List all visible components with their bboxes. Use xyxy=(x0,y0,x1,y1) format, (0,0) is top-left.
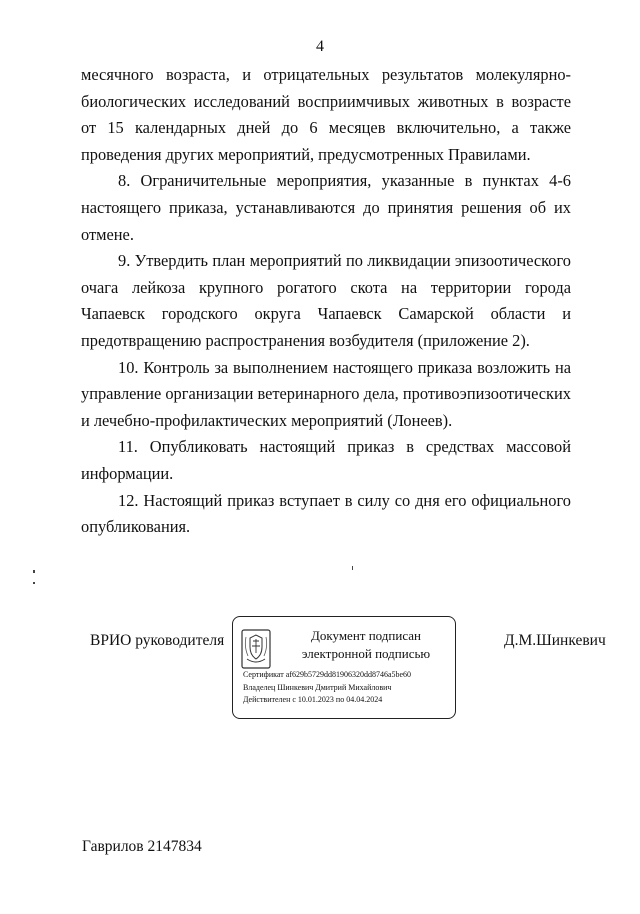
paragraph-item-11: 11. Опубликовать настоящий приказ в средствах массовой информации. xyxy=(81,437,571,483)
paragraph-item-12: 12. Настоящий приказ вступает в силу со дня его официального опубликования. xyxy=(81,490,571,537)
stamp-owner: Владелец Шинкевич Дмитрий Михайлович xyxy=(243,682,392,692)
stamp-details xyxy=(243,669,453,707)
coat-of-arms-icon xyxy=(241,629,271,669)
stamp-certificate: Сертификат af629b5729dd81906320dd8746a5be60 xyxy=(243,670,412,679)
page-number: 4 xyxy=(316,38,324,55)
document-body xyxy=(81,62,571,541)
paragraph-item-10: 10. Контроль за выполнением настоящего приказа возложить на управление организации ветеринарного дела, противоэпизоотических и лечебно-профилактических мероприятий (Лонеев). xyxy=(81,357,571,430)
signer-name: Д.М.Шинкевич xyxy=(504,632,606,649)
scan-speck xyxy=(33,582,35,584)
stamp-validity: Действителен с 10.01.2023 по 04.04.2024 xyxy=(243,695,383,704)
signer-position: ВРИО руководителя xyxy=(90,632,225,649)
scan-speck xyxy=(352,566,353,570)
paragraph-item-9: 9. Утвердить план мероприятий по ликвидации эпизоотического очага лейкоза крупного рогатого скота на территории города Чапаевск городского округа Чапаевск Самарской области и предотвращению распространения возбудителя (приложение 2). xyxy=(81,251,571,350)
paragraph-continuation: месячного возраста, и отрицательных результатов молекулярно-биологических исследований восприимчивых животных в возрасте от 15 календарных дней до 6 месяцев включительно, а также проведения других мероприятий, предусмотренных Правилами. xyxy=(81,65,571,164)
scan-speck xyxy=(33,570,35,573)
stamp-heading xyxy=(281,627,451,663)
executor-footnote: Гаврилов 2147834 xyxy=(82,838,202,855)
stamp-heading-line: электронной подписью xyxy=(301,646,431,661)
stamp-heading-line: Документ подписан xyxy=(311,628,421,643)
paragraph-item-8: 8. Ограничительные мероприятия, указанные в пунктах 4-6 настоящего приказа, устанавливаются до принятия решения об их отмене. xyxy=(81,171,571,244)
electronic-signature-stamp xyxy=(232,616,456,719)
